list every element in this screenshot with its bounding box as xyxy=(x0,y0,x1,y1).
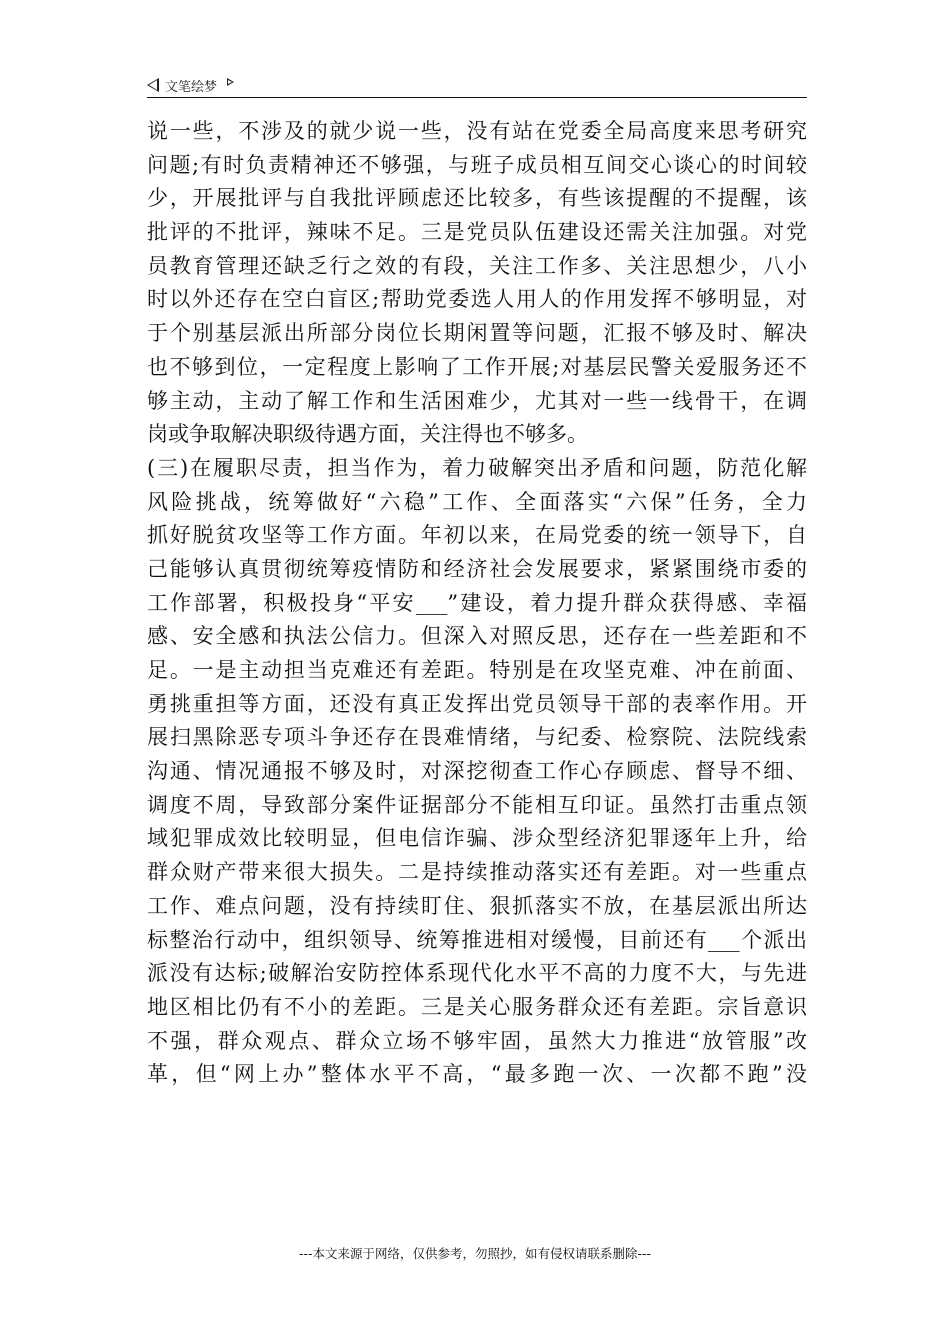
header-title: 文笔绘梦 xyxy=(165,79,218,95)
body-line: 域犯罪成效比较明显，但电信诈骗、涉众型经济犯罪逐年上升，给 xyxy=(147,826,807,851)
body-line: 不强，群众观点、群众立场不够牢固，虽然大力推进“放管服”改 xyxy=(147,1028,807,1053)
body-line: 勇挑重担等方面，还没有真正发挥出党员领导干部的表率作用。开 xyxy=(147,691,807,716)
body-line: 时以外还存在空白盲区;帮助党委选人用人的作用发挥不够明显，对 xyxy=(147,287,807,312)
body-line: 于个别基层派出所部分岗位长期闲置等问题，汇报不够及时、解决 xyxy=(147,321,807,346)
body-line: 标整治行动中，组织领导、统筹推进相对缓慢，目前还有___个派出 xyxy=(147,927,807,952)
body-line: 群众财产带来很大损失。二是持续推动落实还有差距。对一些重点 xyxy=(147,860,807,885)
triangle-left-icon xyxy=(147,78,159,92)
header-divider xyxy=(147,97,807,98)
body-line: 派没有达标;破解治安防控体系现代化水平不高的力度不大，与先进 xyxy=(147,961,807,986)
body-line: 员教育管理还缺乏行之效的有段，关注工作多、关注思想少，八小 xyxy=(147,253,807,278)
body-line: (三)在履职尽责，担当作为，着力破解突出矛盾和问题，防范化解 xyxy=(147,455,807,480)
triangle-right-icon xyxy=(227,78,234,86)
body-line: 地区相比仍有不小的差距。三是关心服务群众还有差距。宗旨意识 xyxy=(147,994,807,1019)
body-line: 批评的不批评，辣味不足。三是党员队伍建设还需关注加强。对党 xyxy=(147,220,807,245)
body-line: 沟通、情况通报不够及时，对深挖彻查工作心存顾虑、督导不细、 xyxy=(147,759,807,784)
page-footer-disclaimer: ---本文来源于网络，仅供参考，勿照抄，如有侵权请联系删除--- xyxy=(298,1246,652,1261)
body-line: 己能够认真贯彻统筹疫情防和经济社会发展要求，紧紧围绕市委的 xyxy=(147,556,807,581)
body-line: 调度不周，导致部分案件证据部分不能相互印证。虽然打击重点领 xyxy=(147,792,807,817)
body-line: 够主动，主动了解工作和生活困难少，尤其对一些一线骨干，在调 xyxy=(147,388,807,413)
document-body xyxy=(147,115,807,1092)
body-line: 展扫黑除恶专项斗争还存在畏难情绪，与纪委、检察院、法院线索 xyxy=(147,725,807,750)
body-line: 少，开展批评与自我批评顾虑还比较多，有些该提醒的不提醒，该 xyxy=(147,186,807,211)
page-header xyxy=(147,74,807,96)
body-line: 感、安全感和执法公信力。但深入对照反思，还存在一些差距和不 xyxy=(147,624,807,649)
body-line: 问题;有时负责精神还不够强，与班子成员相互间交心谈心的时间较 xyxy=(147,152,807,177)
body-line: 工作部署，积极投身“平安___”建设，着力提升群众获得感、幸福 xyxy=(147,590,807,615)
body-line: 岗或争取解决职级待遇方面，关注得也不够多。 xyxy=(147,422,588,447)
body-line: 抓好脱贫攻坚等工作方面。年初以来，在局党委的统一领导下，自 xyxy=(147,523,807,548)
body-line: 工作、难点问题，没有持续盯住、狠抓落实不放，在基层派出所达 xyxy=(147,893,807,918)
body-line: 说一些，不涉及的就少说一些，没有站在党委全局高度来思考研究 xyxy=(147,119,807,143)
body-line: 革，但“网上办”整体水平不高，“最多跑一次、一次都不跑”没 xyxy=(147,1062,807,1087)
body-line: 足。一是主动担当克难还有差距。特别是在攻坚克难、冲在前面、 xyxy=(147,658,807,682)
body-line: 也不够到位，一定程度上影响了工作开展;对基层民警关爱服务还不 xyxy=(147,354,807,379)
body-line: 风险挑战，统筹做好“六稳”工作、全面落实“六保”任务，全力 xyxy=(147,489,807,514)
